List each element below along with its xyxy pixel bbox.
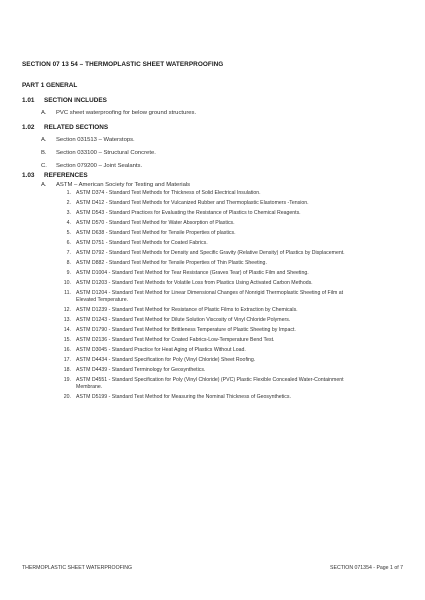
reference-item	[59, 240, 359, 247]
reference-number: 17.	[63, 357, 71, 363]
footer-page-number: SECTION 071354 - Page 1 of 7	[330, 565, 403, 571]
reference-item	[59, 327, 359, 334]
reference-text: ASTM D3045 - Standard Practice for Heat Aging of Plastics Without Load.	[76, 347, 246, 353]
reference-item	[59, 394, 359, 401]
reference-text: ASTM D543 - Standard Practices for Evaluating the Resistance of Plastics to Chemical Reagents.	[76, 210, 301, 216]
item-text: Section 033100 – Structural Concrete.	[56, 150, 156, 156]
references-list	[59, 190, 359, 404]
section-title: SECTION 07 13 54 – THERMOPLASTIC SHEET WATERPROOFING	[22, 61, 224, 68]
item-marker: A.	[41, 137, 47, 143]
reference-text: ASTM D2136 - Standard Test Method for Coated Fabrics-Low-Temperature Bend Test.	[76, 337, 275, 343]
reference-item	[59, 220, 359, 227]
item-marker: B.	[41, 150, 47, 156]
list-item	[41, 150, 156, 156]
heading-title: SECTION INCLUDES	[44, 97, 107, 104]
reference-number: 16.	[63, 347, 71, 353]
item-text: PVC sheet waterproofing for below ground structures.	[56, 110, 197, 116]
reference-text: ASTM D1239 - Standard Test Method for Resistance of Plastic Films to Extraction by Chemicals.	[76, 307, 298, 313]
reference-text: ASTM D412 - Standard Test Methods for Vulcanized Rubber and Thermoplastic Elastomers -Tension.	[76, 200, 309, 206]
reference-item	[59, 357, 359, 364]
reference-item	[59, 367, 359, 374]
reference-text: ASTM D792 - Standard Test Methods for Density and Specific Gravity (Relative Density) of Plastics by Displacement.	[76, 250, 345, 256]
list-item	[41, 182, 190, 188]
reference-number: 18.	[63, 367, 71, 373]
list-item	[41, 137, 135, 143]
reference-text: ASTM D374 - Standard Test Methods for Thickness of Solid Electrical Insulation.	[76, 190, 261, 196]
reference-number: 6.	[66, 240, 71, 246]
reference-number: 5.	[66, 230, 71, 236]
reference-item	[59, 230, 359, 237]
reference-text: ASTM D1790 - Standard Test Method for Brittleness Temperature of Plastic Sheeting by Impact.	[76, 327, 296, 333]
reference-number: 9.	[66, 270, 71, 276]
footer-title: THERMOPLASTIC SHEET WATERPROOFING	[22, 565, 133, 571]
reference-text: ASTM D570 - Standard Test Method for Water Absorption of Plastics.	[76, 220, 235, 226]
heading-title: RELATED SECTIONS	[44, 124, 109, 131]
reference-item	[59, 347, 359, 354]
reference-item	[59, 377, 359, 391]
reference-text: ASTM D5199 - Standard Test Method for Measuring the Nominal Thickness of Geosynthetics.	[76, 394, 291, 400]
reference-item	[59, 280, 359, 287]
reference-text: ASTM D751 - Standard Test Methods for Coated Fabrics.	[76, 240, 208, 246]
item-text: Section 031513 – Waterstops.	[56, 137, 135, 143]
reference-text: ASTM D4439 - Standard Terminology for Geosynthetics.	[76, 367, 206, 373]
heading-related-sections	[22, 124, 108, 131]
reference-number: 15.	[63, 337, 71, 343]
reference-text: ASTM D1203 - Standard Test Methods for Volatile Loss from Plastics Using Activated Carbon Methods.	[76, 280, 313, 286]
heading-number: 1.03	[22, 172, 35, 179]
reference-item	[59, 250, 359, 257]
reference-text: ASTM D4434 - Standard Specification for Poly (Vinyl Chloride) Sheet Roofing.	[76, 357, 256, 363]
reference-item	[59, 190, 359, 197]
reference-number: 19.	[63, 377, 71, 383]
heading-title: REFERENCES	[44, 172, 88, 179]
heading-section-includes	[22, 97, 107, 104]
item-text: ASTM – American Society for Testing and Materials	[56, 182, 191, 188]
reference-item	[59, 337, 359, 344]
item-marker: C.	[41, 163, 47, 169]
item-marker: A.	[41, 110, 47, 116]
reference-item	[59, 290, 359, 304]
item-text: Section 079200 – Joint Sealants.	[56, 163, 143, 169]
reference-item	[59, 270, 359, 277]
reference-text: ASTM D4551 - Standard Specification for Poly (Vinyl Chloride) (PVC) Plastic Flexible Concealed Water-Containment Membrane.	[76, 377, 344, 390]
reference-number: 4.	[66, 220, 71, 226]
reference-text: ASTM D1004 - Standard Test Method for Tear Resistance (Graves Tear) of Plastic Film and Sheeting.	[76, 270, 309, 276]
reference-number: 7.	[66, 250, 71, 256]
reference-number: 1.	[66, 190, 71, 196]
reference-text: ASTM D882 - Standard Test Method for Tensile Properties of Thin Plastic Sheeting.	[76, 260, 267, 266]
part-title: PART 1 GENERAL	[22, 82, 78, 89]
heading-number: 1.01	[22, 97, 35, 104]
reference-text: ASTM D1204 - Standard Test Method for Linear Dimensional Changes of Nonrigid Thermoplastic Sheeting of Film at Elevated Temperature.	[76, 290, 344, 303]
reference-number: 13.	[63, 317, 71, 323]
reference-item	[59, 210, 359, 217]
reference-number: 12.	[63, 307, 71, 313]
list-item	[41, 110, 196, 116]
reference-number: 11.	[64, 290, 71, 296]
reference-item	[59, 200, 359, 207]
reference-text: ASTM D1243 - Standard Test Method for Dilute Solution Viscosity of Vinyl Chloride Polymers.	[76, 317, 291, 323]
reference-number: 14.	[63, 327, 71, 333]
reference-text: ASTM D638 - Standard Test Method for Tensile Properties of plastics.	[76, 230, 236, 236]
reference-number: 8.	[66, 260, 71, 266]
reference-item	[59, 317, 359, 324]
list-item	[41, 163, 142, 169]
reference-item	[59, 260, 359, 267]
reference-item	[59, 307, 359, 314]
item-marker: A.	[41, 182, 47, 188]
reference-number: 10.	[63, 280, 71, 286]
heading-number: 1.02	[22, 124, 35, 131]
reference-number: 2.	[66, 200, 71, 206]
reference-number: 20.	[63, 394, 71, 400]
reference-number: 3.	[66, 210, 71, 216]
heading-references	[22, 172, 88, 179]
